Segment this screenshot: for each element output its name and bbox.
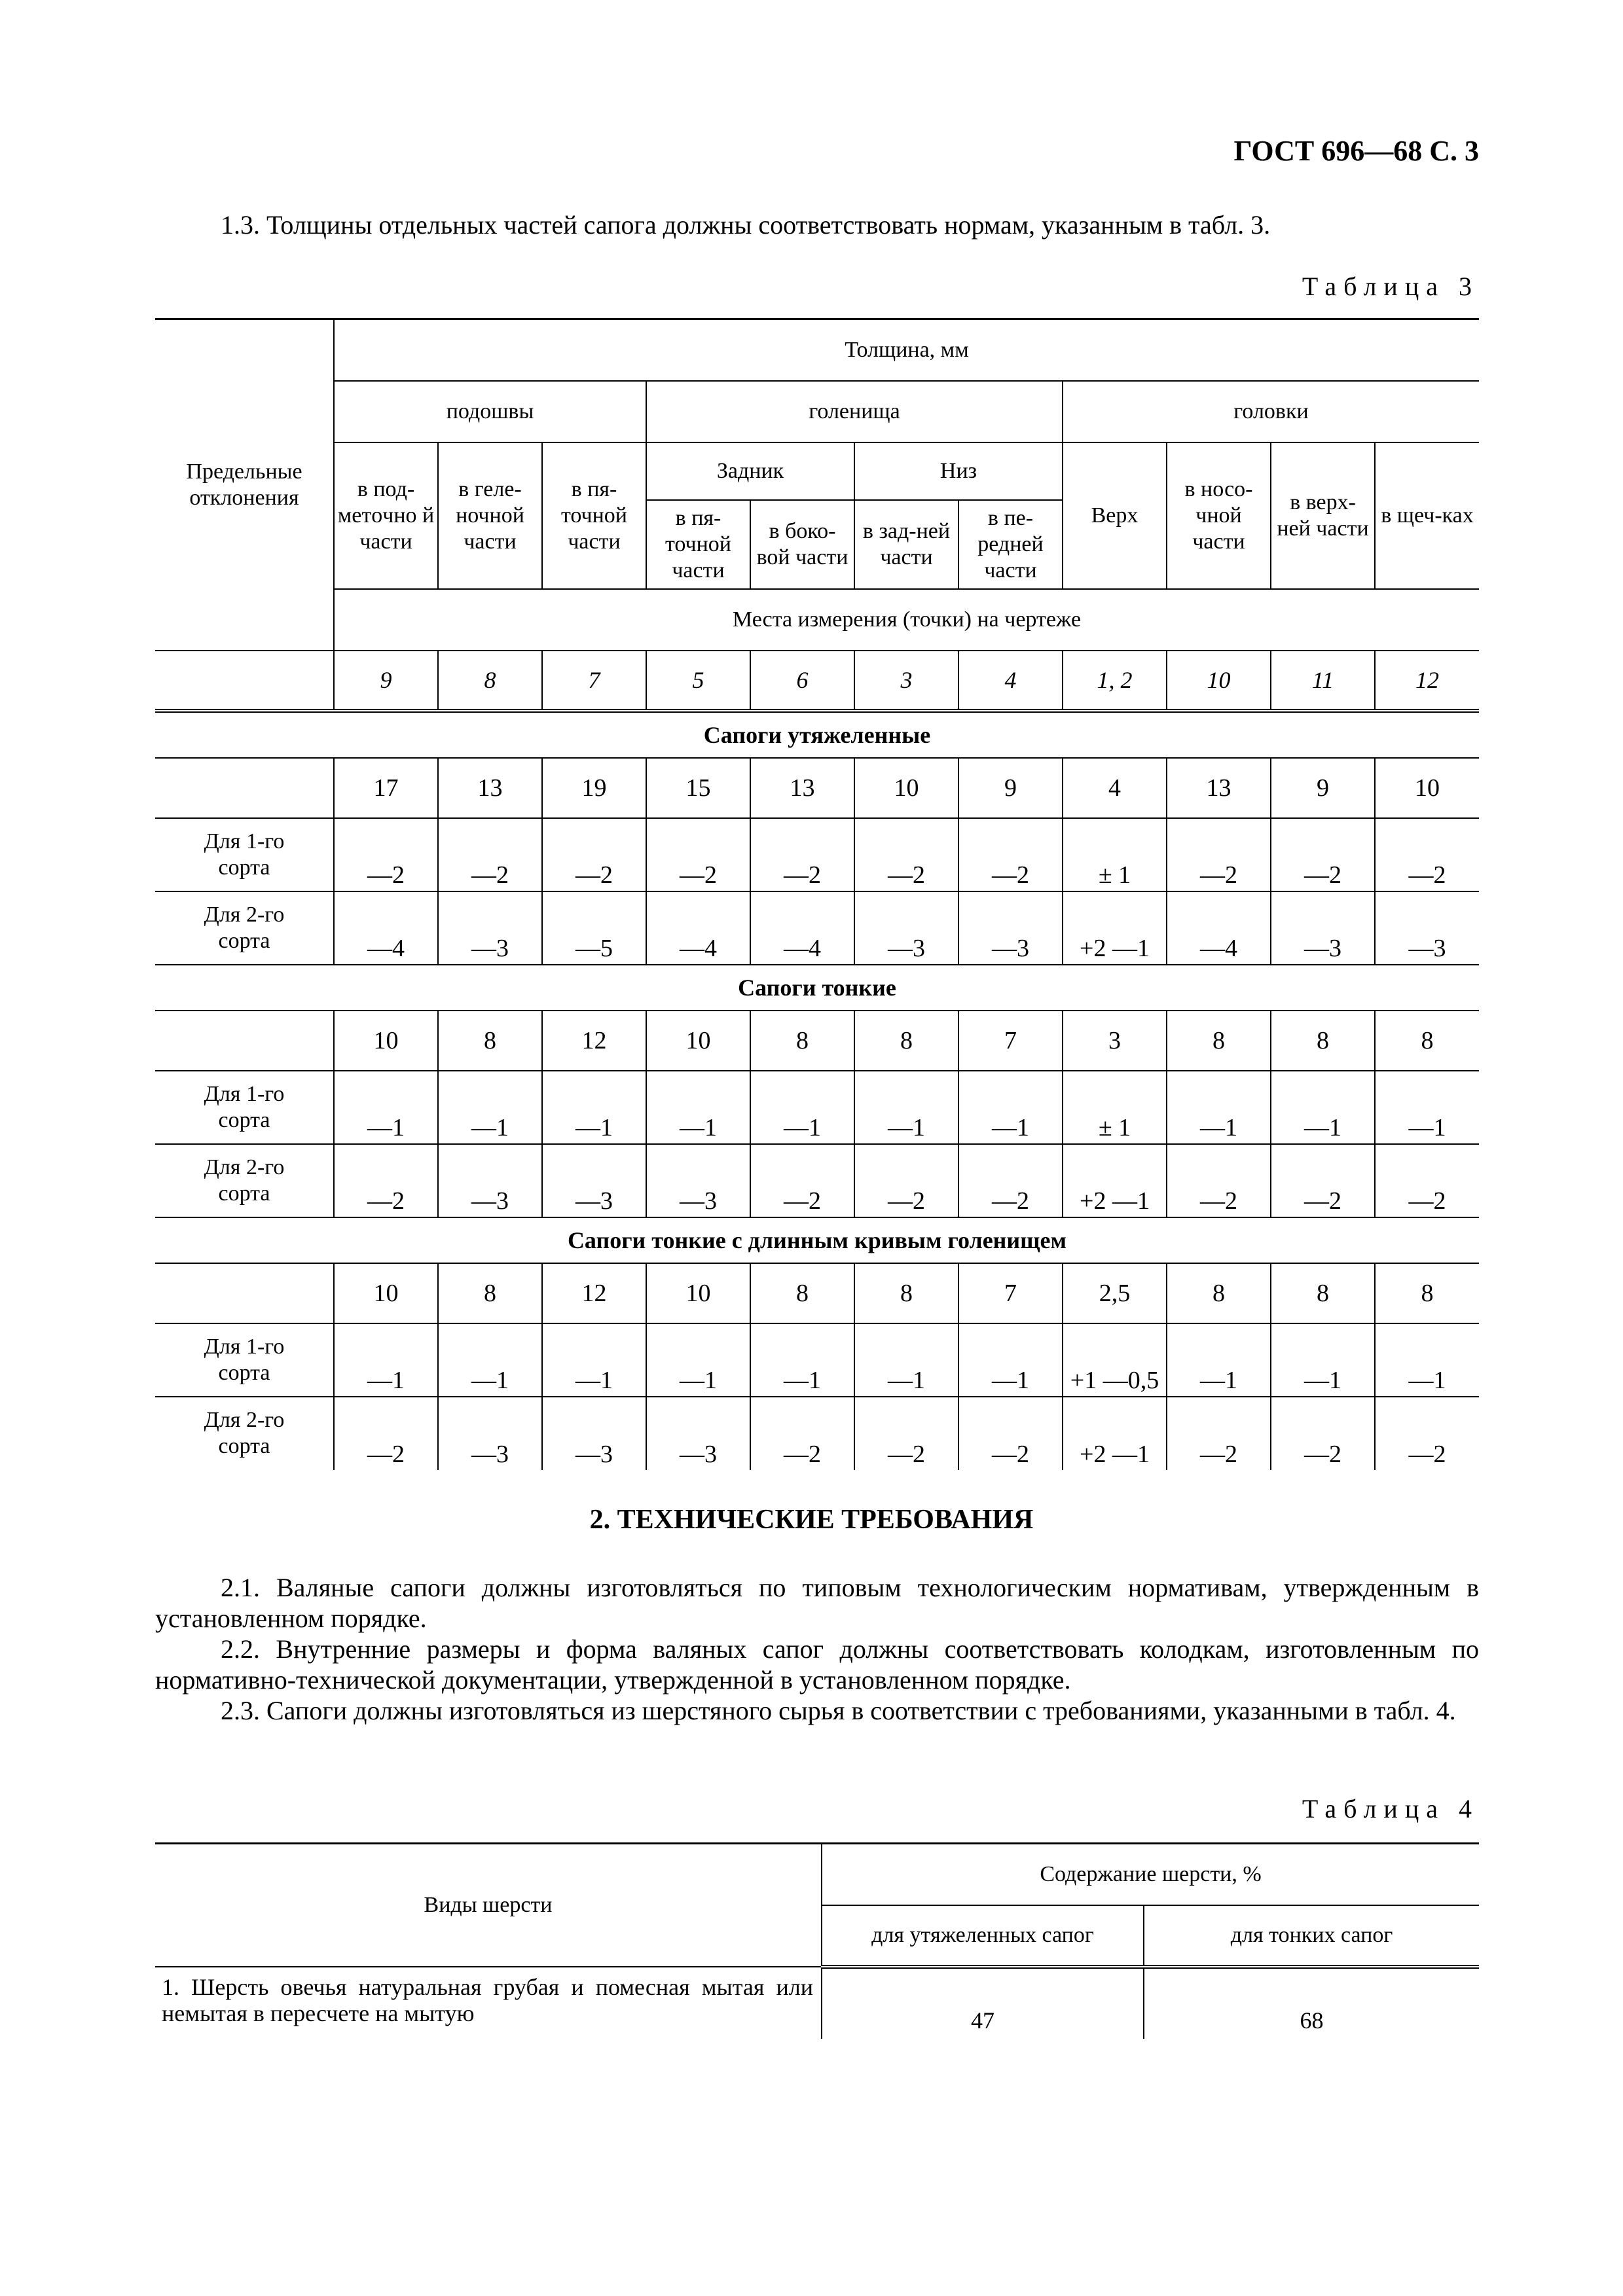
paragraph-2-1: 2.1. Валяные сапоги должны изготовляться по типовым технологическим нормативам, утвержденным в установленном порядке.	[155, 1573, 1479, 1633]
tolerance-value: +2 —1	[1063, 891, 1167, 965]
tolerance-value: —4	[334, 891, 438, 965]
tolerance-value: —3	[646, 1397, 750, 1470]
tolerance-value: —2	[1167, 818, 1271, 891]
table-3-caption: Таблица 3	[1302, 272, 1479, 301]
empty-cell	[155, 758, 334, 818]
grade-label: Для 1-го сорта	[155, 1071, 334, 1144]
tolerance-value: —4	[1167, 891, 1271, 965]
base-value: 8	[1271, 1011, 1375, 1071]
tolerance-value: —2	[1167, 1397, 1271, 1470]
tolerance-value: —2	[958, 1397, 1063, 1470]
base-value: 17	[334, 758, 438, 818]
tolerance-value: —3	[1375, 891, 1479, 965]
col-head: в носо-чной части	[1167, 442, 1271, 589]
base-value: 8	[438, 1263, 542, 1323]
measurement-point: 1, 2	[1063, 651, 1167, 711]
tolerance-value: —2	[438, 818, 542, 891]
tolerance-value: —1	[1271, 1071, 1375, 1144]
tolerance-value: —2	[750, 818, 854, 891]
measurement-point: 3	[854, 651, 958, 711]
section-title: Сапоги тонкие	[155, 965, 1479, 1011]
measurement-points-header: Места измерения (точки) на чертеже	[334, 589, 1479, 651]
base-value: 7	[958, 1011, 1063, 1071]
tolerance-value: —2	[1375, 818, 1479, 891]
col-head: в пя-точной части	[542, 442, 646, 589]
tolerance-value: —2	[334, 1144, 438, 1217]
subgroup-bottom: Низ	[854, 442, 1063, 500]
tolerance-value: —3	[542, 1397, 646, 1470]
tolerance-value: —1	[854, 1323, 958, 1397]
section-title: Сапоги утяжеленные	[155, 711, 1479, 758]
empty-cell	[155, 1263, 334, 1323]
base-value: 8	[1375, 1263, 1479, 1323]
grade-label: Для 2-го сорта	[155, 891, 334, 965]
tolerance-value: —2	[1271, 1144, 1375, 1217]
measurement-point: 4	[958, 651, 1063, 711]
measurement-point: 7	[542, 651, 646, 711]
base-value: 8	[854, 1011, 958, 1071]
tolerance-value: —1	[854, 1071, 958, 1144]
tolerance-value: —2	[958, 818, 1063, 891]
tolerance-value: —1	[1375, 1071, 1479, 1144]
base-value: 3	[1063, 1011, 1167, 1071]
tolerance-value: —1	[1271, 1323, 1375, 1397]
table-4	[155, 1842, 1479, 2039]
thickness-header: Толщина, мм	[334, 319, 1479, 381]
tolerance-value: —2	[542, 818, 646, 891]
measurement-point: 8	[438, 651, 542, 711]
base-value: 13	[438, 758, 542, 818]
grade-label: Для 1-го сорта	[155, 1323, 334, 1397]
thin-boots-header: для тонких сапог	[1144, 1905, 1479, 1967]
tolerance-value: —4	[750, 891, 854, 965]
paragraph-1-3: 1.3. Толщины отдельных частей сапога должны соответствовать нормам, указанным в табл. 3.	[221, 210, 1271, 240]
empty-cell	[155, 651, 334, 711]
tolerance-value: —1	[646, 1323, 750, 1397]
base-value: 9	[1271, 758, 1375, 818]
grade-label: Для 2-го сорта	[155, 1144, 334, 1217]
section-title: Сапоги тонкие с длинным кривым голенищем	[155, 1217, 1479, 1263]
base-value: 8	[854, 1263, 958, 1323]
tolerance-value: —1	[438, 1323, 542, 1397]
base-value: 8	[750, 1263, 854, 1323]
tolerance-value: —2	[854, 1397, 958, 1470]
grade-label: Для 1-го сорта	[155, 818, 334, 891]
wool-types-header: Виды шерсти	[155, 1844, 822, 1967]
base-value: 7	[958, 1263, 1063, 1323]
base-value: 13	[750, 758, 854, 818]
paragraph-2-3: 2.3. Сапоги должны изготовляться из шерстяного сырья в соответствии с требованиями, указанными в табл. 4.	[221, 1696, 1456, 1725]
base-value: 10	[334, 1263, 438, 1323]
base-value: 4	[1063, 758, 1167, 818]
tolerance-value: —2	[750, 1397, 854, 1470]
base-value: 13	[1167, 758, 1271, 818]
tolerance-value: —3	[958, 891, 1063, 965]
col-head: в боко-вой части	[750, 500, 854, 589]
base-value: 8	[1375, 1011, 1479, 1071]
base-value: 10	[1375, 758, 1479, 818]
tolerance-value: —1	[750, 1071, 854, 1144]
base-value: 9	[958, 758, 1063, 818]
tolerance-value: —1	[1375, 1323, 1479, 1397]
measurement-point: 10	[1167, 651, 1271, 711]
tolerance-value: —3	[438, 891, 542, 965]
tolerance-value: —1	[542, 1323, 646, 1397]
base-value: 12	[542, 1263, 646, 1323]
tolerance-value: —2	[854, 1144, 958, 1217]
paragraph-2-2: 2.2. Внутренние размеры и форма валяных сапог должны соответствовать колодкам, изготовленным по нормативно-технической документации, утвержденной в установленном порядке.	[155, 1634, 1479, 1695]
wool-content-header: Содержание шерсти, %	[822, 1844, 1479, 1905]
tolerance-value: ± 1	[1063, 818, 1167, 891]
tolerance-value: —3	[438, 1144, 542, 1217]
col-head: в геле-ночной части	[438, 442, 542, 589]
subgroup-heel-counter: Задник	[646, 442, 854, 500]
tolerance-value: —2	[334, 1397, 438, 1470]
wool-type-name: 1. Шерсть овечья натуральная грубая и помесная мытая или немытая в пересчете на мытую	[155, 1967, 822, 2039]
measurement-point: 5	[646, 651, 750, 711]
tolerance-value: —2	[334, 818, 438, 891]
base-value: 10	[334, 1011, 438, 1071]
tolerance-value: —1	[750, 1323, 854, 1397]
table-3	[155, 318, 1479, 1470]
tolerance-value: —2	[1375, 1144, 1479, 1217]
base-value: 19	[542, 758, 646, 818]
page-header: ГОСТ 696—68 С. 3	[1233, 135, 1479, 167]
tolerance-value: —1	[1167, 1323, 1271, 1397]
tolerance-value: —3	[542, 1144, 646, 1217]
table-4-caption: Таблица 4	[1302, 1794, 1479, 1823]
tolerance-value: +2 —1	[1063, 1397, 1167, 1470]
col-head: в щеч-ках	[1375, 442, 1479, 589]
tolerance-value: —2	[958, 1144, 1063, 1217]
tolerance-value: —2	[1408, 1440, 1446, 1468]
grade-label: Для 2-го сорта	[155, 1397, 334, 1470]
tolerance-value: —2	[750, 1144, 854, 1217]
base-value: 10	[854, 758, 958, 818]
tolerance-value: —1	[542, 1071, 646, 1144]
tolerance-value: —1	[334, 1323, 438, 1397]
group-heads: головки	[1063, 381, 1479, 442]
tolerance-value: +1 —0,5	[1063, 1323, 1167, 1397]
base-value: 10	[646, 1263, 750, 1323]
tolerance-value: —5	[542, 891, 646, 965]
section-2-title: 2. ТЕХНИЧЕСКИЕ ТРЕБОВАНИЯ	[589, 1505, 1034, 1535]
group-soles: подошвы	[334, 381, 646, 442]
tolerance-value: —3	[854, 891, 958, 965]
tolerance-value: —3	[646, 1144, 750, 1217]
measurement-point: 6	[750, 651, 854, 711]
base-value: 8	[1167, 1263, 1271, 1323]
measurement-point: 11	[1271, 651, 1375, 711]
base-value: 8	[438, 1011, 542, 1071]
tolerance-value: —2	[1167, 1144, 1271, 1217]
empty-cell	[155, 1011, 334, 1071]
col-head: в пя-точной части	[646, 500, 750, 589]
tolerance-value: —2	[646, 818, 750, 891]
base-value: 10	[646, 1011, 750, 1071]
tolerance-value: —3	[438, 1397, 542, 1470]
base-value: 2,5	[1063, 1263, 1167, 1323]
tolerance-value: —1	[334, 1071, 438, 1144]
base-value: 8	[1167, 1011, 1271, 1071]
tolerance-value: —1	[1167, 1071, 1271, 1144]
col-head: Верх	[1063, 442, 1167, 589]
tolerance-value: —4	[646, 891, 750, 965]
col-head: в пе-редней части	[958, 500, 1063, 589]
tolerance-value: ± 1	[1063, 1071, 1167, 1144]
col-head: в под-метoчно й части	[334, 442, 438, 589]
base-value: 8	[1271, 1263, 1375, 1323]
tolerance-value: —1	[438, 1071, 542, 1144]
tolerance-value: +2 —1	[1063, 1144, 1167, 1217]
group-boot-shafts: голенища	[646, 381, 1063, 442]
wool-heavy-value: 47	[822, 1967, 1144, 2039]
base-value: 15	[646, 758, 750, 818]
tolerance-value: —1	[646, 1071, 750, 1144]
measurement-point: 12	[1375, 651, 1479, 711]
heavy-boots-header: для утяжеленных сапог	[822, 1905, 1144, 1967]
tolerance-value: —2	[854, 818, 958, 891]
wool-thin-value: 68	[1300, 2007, 1324, 2034]
row-label-header: Предельные отклонения	[155, 319, 334, 651]
base-value: 12	[542, 1011, 646, 1071]
tolerance-value: —2	[1271, 818, 1375, 891]
tolerance-value: —1	[958, 1323, 1063, 1397]
col-head: в верх-ней части	[1271, 442, 1375, 589]
tolerance-value: —2	[1271, 1397, 1375, 1470]
base-value: 8	[750, 1011, 854, 1071]
measurement-point: 9	[334, 651, 438, 711]
tolerance-value: —3	[1271, 891, 1375, 965]
tolerance-value: —1	[958, 1071, 1063, 1144]
col-head: в зад-ней части	[854, 500, 958, 589]
